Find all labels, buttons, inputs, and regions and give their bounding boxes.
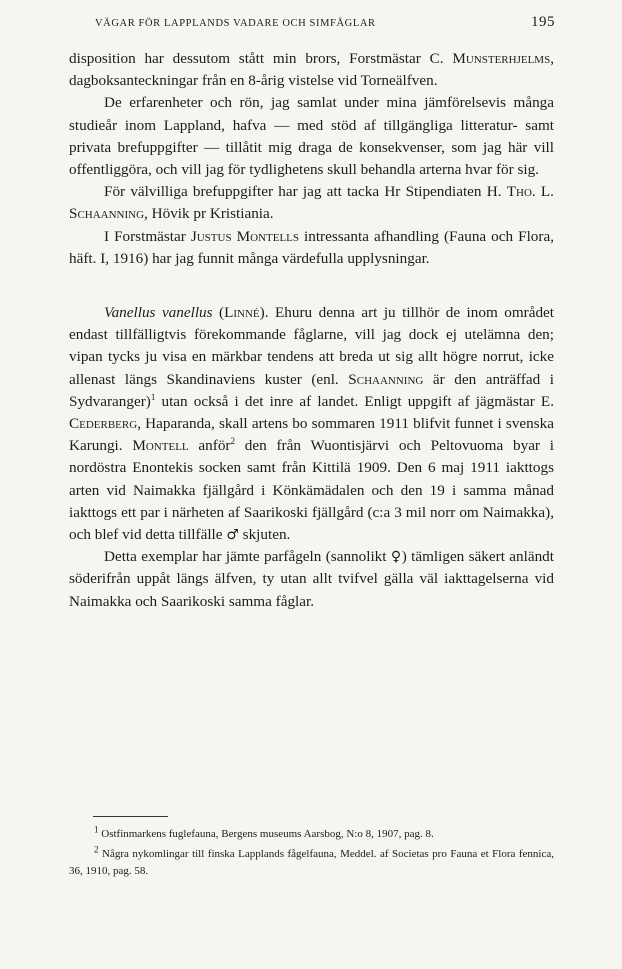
footnote-mark: 1 bbox=[94, 824, 99, 835]
footnote-mark: 2 bbox=[94, 844, 99, 855]
section-gap bbox=[69, 270, 554, 302]
paragraph-2 bbox=[69, 92, 554, 181]
person-name: Schaanning bbox=[348, 370, 424, 388]
footnote-ref: 1 bbox=[150, 391, 156, 402]
text-span: utan också i det inre af landet. Enligt uppgift af jägmästar E. bbox=[155, 392, 554, 410]
paragraph-6 bbox=[69, 546, 554, 613]
species-name: Vanellus vanellus bbox=[104, 304, 213, 322]
footnote-text: Några nykomlingar till finska Lapplands fågelfauna, Meddel. af Societas pro Fauna et Flora fennica, 36, 1910, pag. 58. bbox=[69, 848, 554, 877]
body-text bbox=[69, 48, 554, 613]
paragraph-vanellus bbox=[69, 302, 554, 546]
text-span: , Hövik pr Kristiania. bbox=[144, 205, 274, 223]
female-symbol-icon: ♀ bbox=[390, 549, 402, 566]
text-span: intressanta afhandling (Fauna och Flora, häft. I, 1916) har jag funnit många värdefulla upplysningar. bbox=[69, 227, 554, 267]
person-name: Cederberg bbox=[69, 415, 138, 433]
footnotes bbox=[69, 816, 554, 883]
text-span: den från Wuontisjärvi och Peltovuoma byar i nordöstra Enontekis socken samt från Kittilä 1909. Den 6 maj 1911 iakttogs arten vid Naimakka fjällgård i Könkämädalen och den 19 i samma månad iakttogs ett par i närheten af Saarikoski fjällgård (c:a 3 mil norr om Naimakka), och blef vid detta tillfälle bbox=[69, 437, 554, 544]
text-span: disposition har dessutom stått min brors, Forstmästar C. bbox=[69, 50, 453, 67]
paragraph-4 bbox=[69, 226, 554, 270]
text-span: De erfarenheter och rön, jag samlat under mina jämförelsevis många studieår inom Lappland, hafva — med stöd af tillgängliga litteratur- samt privata brefuppgifter — tillåtit mig draga de konsekvenser, som jag här vill offentliggöra, och vill jag för tydlighetens skull behandla arterna hvar för sig. bbox=[69, 94, 554, 179]
person-name: Tho. L. Schaanning bbox=[69, 183, 554, 223]
page-number: 195 bbox=[531, 14, 555, 30]
page-header bbox=[95, 14, 555, 31]
person-name: Munsterhjelms bbox=[452, 50, 551, 67]
person-name: Montell bbox=[132, 437, 189, 455]
footnote-divider bbox=[93, 816, 168, 817]
paragraph-3 bbox=[69, 181, 554, 225]
text-span: För välvilliga brefuppgifter har jag att tacka Hr Stipendiaten H. bbox=[104, 183, 507, 201]
person-name: Justus Montells bbox=[190, 227, 299, 245]
running-title: VÄGAR FÖR LAPPLANDS VADARE OCH SIMFÅGLAR bbox=[95, 18, 376, 29]
species-authority: Linné bbox=[224, 304, 260, 322]
text-span: Ehuru denna art ju tillhör de inom området endast tillfälligtvis förekommande fåglarne, vill jag dock ej utelämna den; vipan tycks ju visa en märkbar tendens att breda ut sig allt högre norrut, icke allenast längs Skandinaviens kuster (enl. bbox=[69, 304, 555, 388]
text-span: , dagboksanteckningar från en 8-årig vistelse vid Torneälfven. bbox=[69, 50, 554, 90]
footnote-2 bbox=[69, 846, 554, 880]
text-span: ( bbox=[212, 304, 225, 322]
text-span: ) tämligen säkert anländt söderifrån uppåt längs älfven, ty utan allt tvifvel gälla väl iakttagelserna vid Naimakka och Saarikoski samma fåglar. bbox=[69, 548, 554, 610]
footnote-1 bbox=[69, 826, 554, 843]
footnote-ref: 2 bbox=[230, 436, 235, 447]
text-span: anför bbox=[188, 437, 231, 455]
text-span: skjuten. bbox=[238, 526, 291, 544]
text-span: ). bbox=[259, 304, 269, 322]
text-span: , Haparanda, skall artens bo sommaren 1911 blifvit funnet i svenska Karungi. bbox=[69, 415, 554, 455]
paragraph-1 bbox=[69, 48, 554, 92]
footnote-text: Ostfinmarkens fuglefauna, Bergens museums Aarsbog, N:o 8, 1907, pag. 8. bbox=[98, 828, 434, 840]
male-symbol-icon: ♂ bbox=[226, 527, 239, 544]
text-span: är den anträffad i Sydvaranger) bbox=[69, 370, 554, 410]
text-span: Detta exemplar har jämte parfågeln (sannolikt bbox=[104, 548, 391, 566]
text-span: I Forstmästar bbox=[104, 227, 191, 245]
